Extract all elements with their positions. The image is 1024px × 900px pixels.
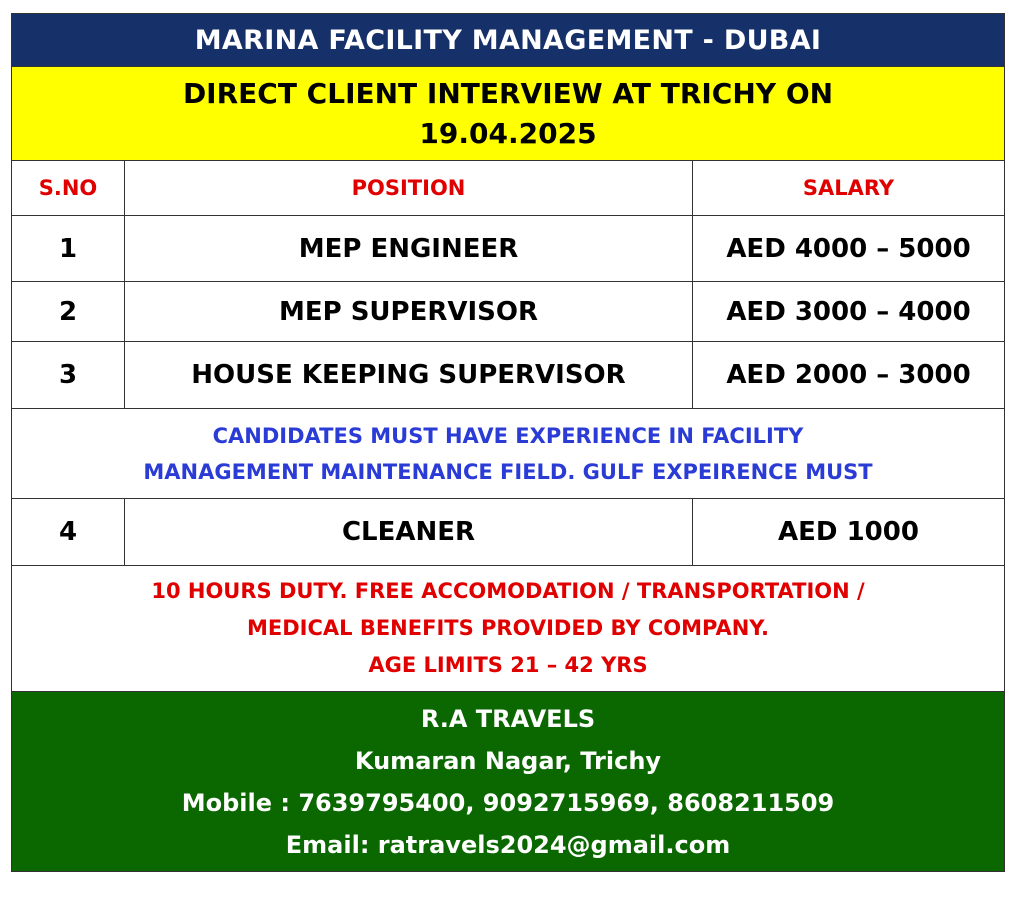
job-advert-sheet	[11, 13, 1005, 872]
experience-note-line-2: MANAGEMENT MAINTENANCE FIELD. GULF EXPEIRENCE MUST	[143, 459, 873, 484]
row-sno: 1	[58, 233, 78, 264]
experience-note-text	[143, 418, 872, 490]
benefits-line-2: MEDICAL BENEFITS PROVIDED BY COMPANY.	[246, 616, 769, 640]
company-name: R.A TRAVELS	[420, 704, 596, 733]
benefits-note	[12, 565, 1004, 691]
benefits-note-text	[151, 573, 864, 684]
table-row	[12, 215, 1004, 281]
table-row	[12, 498, 1004, 565]
row-position: CLEANER	[124, 499, 692, 565]
table-row	[12, 341, 1004, 408]
experience-note-line-1: CANDIDATES MUST HAVE EXPERIENCE IN FACILITY	[212, 423, 804, 448]
row-position: HOUSE KEEPING SUPERVISOR	[124, 342, 692, 408]
column-header-sno: S.NO	[38, 176, 98, 200]
row-sno: 3	[58, 360, 78, 390]
row-salary: AED 4000 – 5000	[692, 216, 1004, 281]
row-position: MEP SUPERVISOR	[124, 282, 692, 341]
interview-date: 19.04.2025	[419, 116, 597, 150]
row-salary: AED 2000 – 3000	[692, 342, 1004, 408]
column-header-salary: SALARY	[692, 161, 1004, 215]
row-sno: 2	[58, 296, 78, 327]
column-header-position: POSITION	[124, 161, 692, 215]
interview-banner	[12, 66, 1004, 160]
email-address: Email: ratravels2024@gmail.com	[285, 830, 731, 859]
mobile-numbers: Mobile : 7639795400, 9092715969, 8608211509	[181, 788, 835, 817]
page-title: MARINA FACILITY MANAGEMENT - DUBAI	[194, 24, 822, 56]
table-header-row	[12, 160, 1004, 215]
title-banner	[12, 14, 1004, 66]
table-row	[12, 281, 1004, 341]
row-sno: 4	[58, 517, 78, 547]
contact-banner	[12, 691, 1004, 871]
benefits-line-1: 10 HOURS DUTY. FREE ACCOMODATION / TRANSPORTATION /	[151, 579, 865, 603]
interview-line-1: DIRECT CLIENT INTERVIEW AT TRICHY ON	[182, 76, 834, 110]
row-salary: AED 1000	[692, 499, 1004, 565]
row-position: MEP ENGINEER	[124, 216, 692, 281]
row-salary: AED 3000 – 4000	[692, 282, 1004, 341]
interview-text	[183, 74, 833, 154]
company-address: Kumaran Nagar, Trichy	[354, 746, 662, 775]
age-limit-line: AGE LIMITS 21 – 42 YRS	[368, 653, 648, 677]
experience-note	[12, 408, 1004, 498]
